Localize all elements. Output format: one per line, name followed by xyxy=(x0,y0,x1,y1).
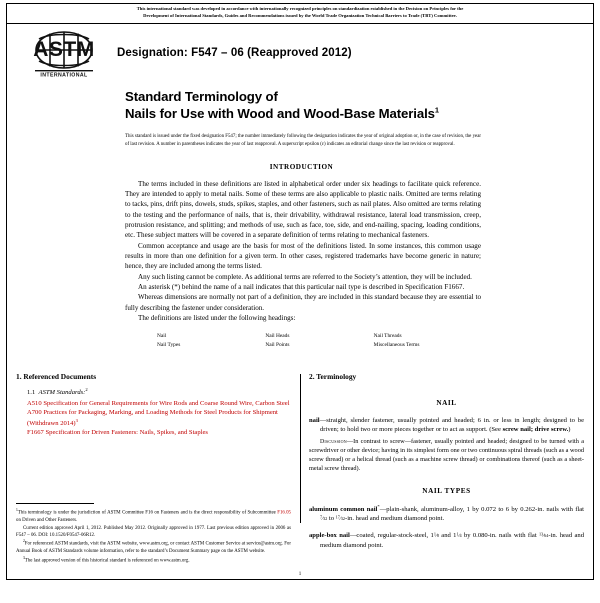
document-frame xyxy=(6,24,594,580)
astm-standards-label: ASTM Standards: xyxy=(38,389,86,397)
fraction-numerator: 17 xyxy=(335,514,340,520)
term-definition-mid1: and 1 xyxy=(438,531,457,539)
introduction-paragraph: The terms included in these definitions are listed in alphabetical order under six headings to facilitate quick reference. They are intended to apply to metal nails. Some of these terms are also applicable to plastic nails. Omitted are terms relating to tacks, pins, drift pins, dowels, studs, spikes, staples, and other fasteners, such as nail plates. Also omitted are terms relating to the testing and the performance of nails, that is, their drivability, withdrawal resistance, lateral load transmission, creep, protrusion resistance, and splitting; and methods of use, such as face, toe, side, and end-nailing, spacing, loading conditions, etc. These subject matters will be covered in a separate definition of terms relating to mechanical fasteners. xyxy=(125,179,481,240)
term-definition-tail: -in. head and medium diamond point. xyxy=(345,515,445,523)
fraction-17-32: $^{17}⁄_{32}$ xyxy=(335,514,346,523)
title-line-2 xyxy=(125,105,478,122)
heading-list-item: Nail Heads xyxy=(265,333,290,340)
footnotes-block xyxy=(16,503,291,564)
fraction-denominator: 64 xyxy=(544,533,549,539)
reference-item-f1667[interactable] xyxy=(16,428,291,437)
reference-id[interactable]: F1667 xyxy=(27,429,44,437)
footnote-1-marker: 1 xyxy=(16,508,18,513)
reference-footnote-marker: 3 xyxy=(75,417,78,423)
footnote-1-text-before: This terminology is under the jurisdiction of ASTM Committee F16 on Fasteners and is the direct responsibility of Subcommittee xyxy=(17,511,278,517)
issuance-note: This standard is issued under the fixed designation F547; the number immediately following the designation indicates the year of original adoption or, in the case of revision, the year of last revision. A number in parentheses indicates the year of last reapproval. A superscript epsilon (ε) indicates an editorial change since the last revision or reapproval. xyxy=(125,133,481,147)
introduction-paragraph: Any such listing cannot be complete. As additional terms are referred to the Society’s attention, they will be included. xyxy=(138,272,472,281)
term-discussion xyxy=(309,438,584,473)
svg-text:INTERNATIONAL: INTERNATIONAL xyxy=(40,72,88,77)
term-name: nail xyxy=(309,416,320,424)
term-entry-apple-box-nail xyxy=(309,531,584,550)
footnote-1-text-after: on Driven and Other Fasteners. xyxy=(16,518,78,524)
tbt-notice-line1: This international standard was developed in accordance with internationally recognized principles on standardization established in the Decision on Principles for the xyxy=(136,6,464,11)
introduction-paragraph: The definitions are listed under the following headings: xyxy=(138,313,296,322)
footnote-3 xyxy=(16,556,291,565)
introduction-paragraph: An asterisk (*) behind the name of a nail indicates that this particular nail type is described in Specification F1667. xyxy=(138,282,465,291)
reference-id[interactable]: A510 xyxy=(27,399,42,407)
footnote-3-text: The last approved version of this historical standard is referenced on www.astm.org. xyxy=(24,558,190,564)
fraction-denominator: 32 xyxy=(340,516,346,522)
term-definition-lead: —coated, regular-stock-steel, 1 xyxy=(349,531,434,539)
subsection-footnote-marker: 2 xyxy=(85,387,88,393)
document-page xyxy=(0,3,600,603)
astm-logo-icon xyxy=(27,29,101,77)
fraction-numerator: 1 xyxy=(433,531,436,537)
footnote-2-text: For referenced ASTM standards, visit the ASTM website, www.astm.org, or contact ASTM Customer Service at service@astm.org. For Annual Book of ASTM Standards volume information, refer to the standard’s Document Summary page on the ASTM website. xyxy=(16,542,291,555)
footnote-1-link[interactable]: F16.05 xyxy=(277,511,291,517)
fraction-1-4: $^1⁄_4$ xyxy=(456,531,462,539)
footnote-1 xyxy=(16,508,291,524)
introduction-heading: INTRODUCTION xyxy=(269,162,334,171)
footnote-3-marker: 3 xyxy=(23,555,25,560)
footnote-2-marker: 2 xyxy=(23,539,25,544)
fraction-7-32: $^7⁄_{32}$ xyxy=(320,514,328,523)
two-column-body xyxy=(7,372,593,565)
term-name: apple-box nail xyxy=(309,531,350,539)
tbt-notice-banner xyxy=(6,3,594,24)
reference-item-a700[interactable] xyxy=(16,408,291,428)
fraction-1-8: $^1⁄_8$ xyxy=(433,531,439,539)
designation-text: Designation: F547 – 06 (Reapproved 2012) xyxy=(117,46,352,59)
introduction-paragraph: Common acceptance and usage are the basis for most of the definitions listed. In some instances, this common usage results in more than one definition for a given term. In other cases, registered trademarks have become generic in nature; hence, they are included among the terms listed. xyxy=(125,241,481,271)
introduction-paragraph: Whereas dimensions are normally not part of a definition, they are included in this standard because they are essential to fully describing the fastener under consideration. xyxy=(125,293,481,312)
reference-item-a510[interactable] xyxy=(16,399,291,408)
referenced-documents-list xyxy=(16,399,291,438)
term-entry-nail xyxy=(309,416,584,435)
fraction-numerator: 13 xyxy=(539,531,544,537)
title-line-1: Standard Terminology of xyxy=(125,88,278,104)
term-entry-aluminum-common-nail xyxy=(309,504,584,524)
section-1-1-subheading: 1.1 ASTM Standards:$^2$ xyxy=(27,387,88,397)
footnote-edition: Current edition approved April 1, 2012. Published May 2012. Originally approved in 1977. Last previous edition approved in 2006 as F547 – 06. DOI: 10.1520/F0547-06R12. xyxy=(16,525,291,539)
reference-id[interactable]: A700 xyxy=(27,409,42,417)
introduction-body xyxy=(7,179,593,324)
discussion-text: —In contrast to screw—fastener, usually pointed and headed; designed to be turned with a screwdriver or other device; having in its simplest form one or two continuous spiral threads (such as a wood screw thread) or a helical thread (such as a machine screw thread) or combinations thereof (such as a sheet-metal screw thread). xyxy=(309,438,584,472)
page-number: 1 xyxy=(298,571,302,577)
term-definition-lead: —plain-shank, aluminum-alloy, 1 by 0.072 to 6 by 0.262-in. nails with flat xyxy=(379,505,585,513)
fraction-13-64: $^{13}⁄_{64}$ xyxy=(539,531,549,539)
heading-list-item: Nail xyxy=(157,333,167,340)
term-name: aluminum common nail xyxy=(309,505,378,513)
svg-text:ASTM: ASTM xyxy=(33,37,95,61)
fraction-numerator: 7 xyxy=(320,514,323,520)
reference-title[interactable]: Specification for Driven Fasteners: Nails, Spikes, and Staples xyxy=(45,429,208,437)
term-definition-close: ) xyxy=(568,425,571,433)
section-2-heading: 2. Terminology xyxy=(309,371,357,381)
heading-list-item: Miscellaneous Terms xyxy=(373,341,420,348)
heading-list-item: Nail Types xyxy=(157,341,181,348)
term-definition-tail: -in. head and medium diamond point. xyxy=(320,531,584,549)
term-definition-mid2: by 0.080-in. nails with flat xyxy=(461,531,540,539)
term-crossref: screw nail; drive screw. xyxy=(502,425,569,433)
reference-title[interactable]: Practices for Packaging, Marking, and Loading Methods for Steel Products for Shipment (Withdrawn 2014) xyxy=(27,409,278,427)
term-definition-mid: to xyxy=(327,515,336,523)
fraction-denominator: 4 xyxy=(459,533,462,539)
footnote-2 xyxy=(16,539,291,555)
entry-spacer xyxy=(309,524,584,531)
fraction-denominator: 32 xyxy=(323,516,328,522)
title-footnote-marker: 1 xyxy=(434,105,439,115)
footnote-rule xyxy=(16,503,94,504)
fraction-numerator: 1 xyxy=(456,531,459,537)
reference-title[interactable]: Specification for General Requirements for Wire Rods and Coarse Round Wire, Carbon Steel xyxy=(43,399,290,407)
term-asterisk-marker: * xyxy=(377,503,380,509)
right-column xyxy=(300,372,593,565)
nail-types-heading: NAIL TYPES xyxy=(422,487,471,496)
definition-headings-list xyxy=(7,332,593,349)
fraction-denominator: 8 xyxy=(436,533,439,539)
nail-category-heading: NAIL xyxy=(436,399,457,408)
heading-list-item: Nail Points xyxy=(265,341,290,348)
section-1-heading: 1. Referenced Documents xyxy=(16,371,97,381)
discussion-label: Discussion xyxy=(320,439,347,446)
designation-row xyxy=(7,24,593,76)
term-definition: —straight, slender fastener, usually pointed and headed; 6 in. or less in length; designed to be driven; to hold two or more pieces together or to act as support. (See xyxy=(319,416,584,433)
astm-logo xyxy=(7,29,117,77)
heading-list-item: Nail Threads xyxy=(373,333,402,340)
title-line-2-text: Nails for Use with Wood and Wood-Base Materials xyxy=(125,106,435,122)
left-column xyxy=(7,372,300,565)
standard-title xyxy=(7,88,593,123)
tbt-notice-line2: Development of International Standards, Guides and Recommendations issued by the World Trade Organization Technical Barriers to Trade (TBT) Committee. xyxy=(143,12,457,18)
